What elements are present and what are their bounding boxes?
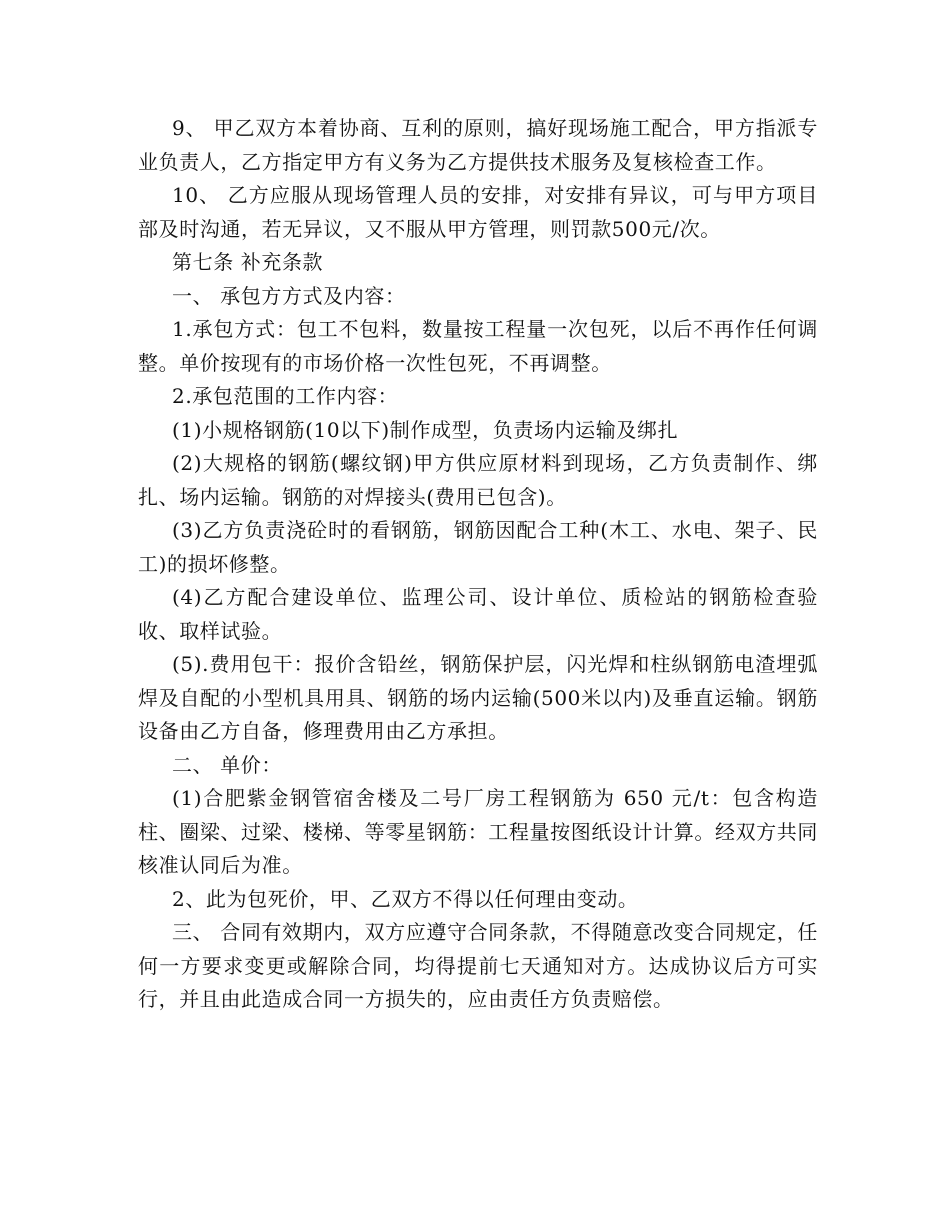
document-body (138, 112, 818, 1017)
article-7-heading: 第七条 补充条款 (172, 250, 324, 274)
section-1-heading: 一、 承包方方式及内容： (172, 283, 406, 308)
section-2-heading: 二、 单价： (172, 752, 282, 777)
scope-item-1: (1)小规格钢筋(10以下)制作成型，负责场内运输及绑扎 (172, 417, 679, 442)
scope-item-2: (2)大规格的钢筋(螺纹钢)甲方供应原材料到现场，乙方负责制作、绑扎、场内运输。钢筋的对焊接头(费用已包含)。 (138, 451, 818, 509)
scope-item-4: (4)乙方配合建设单位、监理公司、设计单位、质检站的钢筋检查验收、取样试验。 (138, 585, 818, 643)
clause-9: 9、 甲乙双方本着协商、互利的原则，搞好现场施工配合，甲方指派专业负责人，乙方指定甲方有义务为乙方提供技术服务及复核检查工作。 (138, 116, 818, 174)
clause-10: 10、 乙方应服从现场管理人员的安排，对安排有异议，可与甲方项目部及时沟通，若无异议，又不服从甲方管理，则罚款500元/次。 (138, 183, 818, 241)
scope-item-5: (5).费用包干：报价含铅丝，钢筋保护层，闪光焊和柱纵钢筋电渣埋弧焊及自配的小型机具用具、钢筋的场内运输(500米以内)及垂直运输。钢筋设备由乙方自备，修理费用由乙方承担。 (138, 652, 818, 743)
scope-item-3: (3)乙方负责浇砼时的看钢筋，钢筋因配合工种(木工、水电、架子、民工)的损坏修整。 (138, 518, 818, 576)
unit-price-item-2: 2、此为包死价，甲、乙双方不得以任何理由变动。 (172, 886, 639, 911)
contract-method: 1.承包方式：包工不包料，数量按工程量一次包死，以后不再作任何调整。单价按现有的市场价格一次性包死，不再调整。 (138, 317, 818, 375)
scope-heading: 2.承包范围的工作内容： (172, 384, 399, 408)
section-3: 三、 合同有效期内，双方应遵守合同条款，不得随意改变合同规定，任何一方要求变更或解除合同，均得提前七天通知对方。达成协议后方可实行，并且由此造成合同一方损失的，应由责任方负责赔偿。 (138, 920, 818, 1011)
unit-price-item-1: (1)合肥紫金钢管宿舍楼及二号厂房工程钢筋为 650 元/t：包含构造柱、圈梁、过梁、楼梯、等零星钢筋：工程量按图纸设计计算。经双方共同核准认同后为准。 (138, 786, 818, 877)
